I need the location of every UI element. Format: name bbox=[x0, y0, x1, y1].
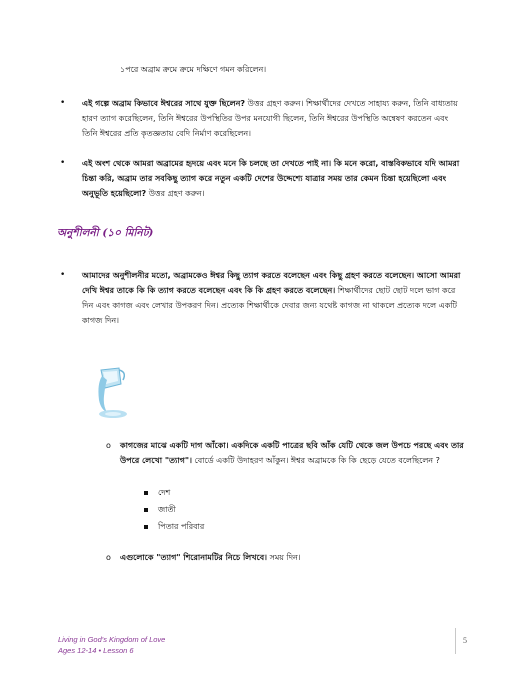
page-number: 5 bbox=[463, 636, 467, 645]
list-item: জাতী bbox=[158, 504, 204, 521]
bullet-dot: • bbox=[60, 98, 66, 108]
footer-title: Living in God's Kingdom of Love bbox=[58, 635, 166, 644]
sub-marker: o bbox=[106, 441, 111, 450]
give-up-list bbox=[158, 487, 204, 538]
list-item: দেশ bbox=[158, 487, 204, 504]
footer bbox=[58, 634, 165, 656]
question-bold: এই অংশ থেকে আমরা অব্রামের হৃদয়ে এবং মনে কি চলছে তা দেখতে পাই না। কি মনে করো, বাস্তবিকভাবে যদি আমরা চিন্তা করি, অব্রাম তার সবকিছু ত্যাগ করে নতুন একটি দেশের উদ্দেশ্যে যাত্রার সময় তার কেমন চিন্তা হয়েছিলো এবং অনুভূতি হয়েছিলো? bbox=[82, 159, 460, 198]
intro-line: ১পরে অব্রাম ক্রমে ক্রমে দক্ষিণে গমন করিলেন। bbox=[120, 65, 267, 74]
question-text: উত্তর গ্রহণ করুন। শিক্ষার্থীদের দেখতে সাহায্য করুন, তিনি বাধ্যতায় হারণ ত্যাগ করেছিলেন, তিনি ঈশ্বরের উপস্থিতির উপর মনযোগী ছিলেন, তিনি ঈশ্বরের উপস্থিতি অন্বেষণ করতেন এবং তিনি ঈশ্বরের প্রতি কৃতজ্ঞতায় বেদি নির্মাণ করেছিলেন। bbox=[82, 99, 458, 138]
sub-item-text: সময় দিন। bbox=[267, 553, 301, 562]
sub-item-write-instruction bbox=[106, 550, 465, 565]
exercise-bold: আমাদের অনুশীলনীর মতো, অব্রামকেও ঈশ্বর কিছু ত্যাগ করতে বলেছেন এবং কিছু গ্রহণ করতে বলেছেন। আসো আমরা দেখি ঈশ্বর তাকে কি কি ত্যাগ করতে বলেছেন এবং কি কি গ্রহণ করতে বলেছেন। bbox=[82, 271, 461, 295]
sub-item-text: বোর্ডে একটি উদাহরণ আঁকুন। ঈশ্বর অব্রামকে কি কি ছেড়ে যেতে বলেছিলেন ? bbox=[191, 456, 440, 465]
bullet-question-1 bbox=[60, 96, 462, 141]
bullet-dot: • bbox=[60, 158, 66, 168]
list-item: পিতার পরিবার bbox=[158, 521, 204, 538]
sub-item-draw-instruction bbox=[106, 438, 465, 468]
sub-marker: o bbox=[106, 553, 111, 562]
section-heading: অনুশীলনী (১০ মিনিট) bbox=[57, 227, 154, 239]
sub-item-bold: কাগজের মাঝে একটি দাগ আঁকো। একদিকে একটি পাত্রের ছবি আঁক যেটি থেকে জল উপচে পরছে এবং তার উপরে লেখো "ত্যাগ"। bbox=[120, 441, 464, 465]
footer-divider bbox=[455, 628, 456, 654]
pitcher-pouring-water-icon bbox=[93, 366, 137, 428]
bullet-question-2 bbox=[60, 156, 462, 201]
question-bold: এই গল্পে অব্রাম কিভাবে ঈশ্বরের সাথে যুক্ত ছিলেন? bbox=[82, 99, 246, 108]
question-text: উত্তর গ্রহণ করুন। bbox=[146, 189, 205, 198]
exercise-text: শিক্ষার্থীদের ছোট ছোট দলে ভাগ করে দিন এবং কাগজ এবং লেখার উপকরণ দিন। প্রত্যেক শিক্ষার্থীকে দেবার জন্য যথেষ্ট কাগজ না থাকলে প্রত্যেক দলে একটি কাগজ দিন। bbox=[82, 286, 457, 325]
bullet-dot: • bbox=[60, 270, 66, 280]
bullet-exercise bbox=[60, 268, 462, 328]
sub-item-bold: এগুলোকে "ত্যাগ" শিরোনামটির নিচে লিখবে। bbox=[120, 553, 268, 562]
footer-subtitle: Ages 12-14 • Lesson 6 bbox=[58, 646, 134, 655]
